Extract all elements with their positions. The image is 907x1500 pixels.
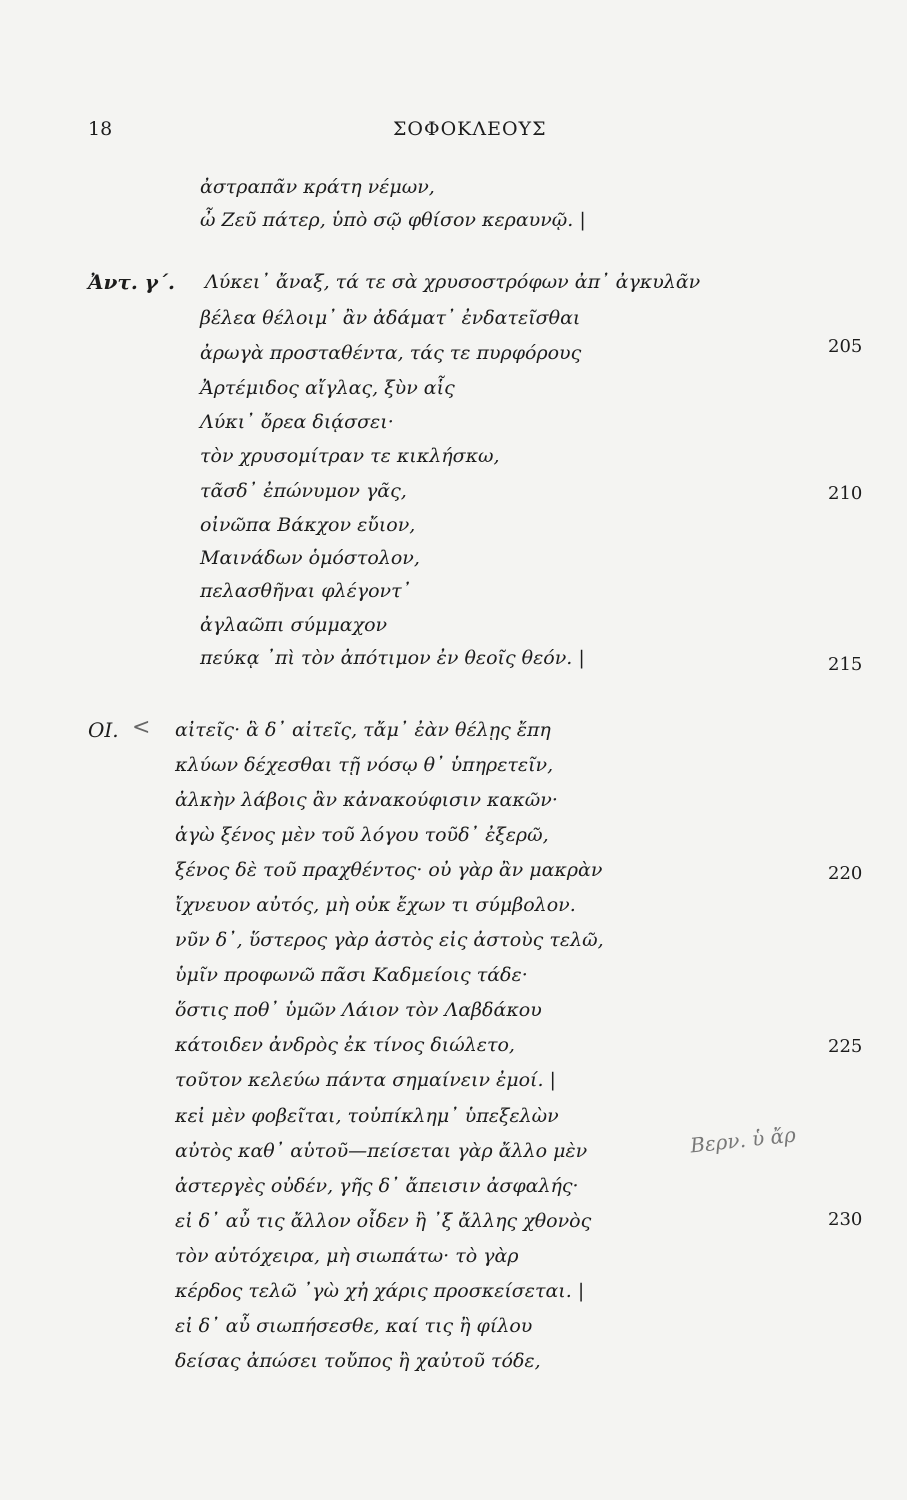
verse-line: ξένος δὲ τοῦ πραχθέντος· οὐ γὰρ ἂν μακρὰν: [175, 859, 603, 881]
verse-line: ἀστραπᾶν κράτη νέμων,: [200, 176, 435, 198]
verse-line: Λύκι᾽ ὄρεα διᾴσσει·: [200, 411, 394, 433]
verse-line: αἰτεῖς· ἃ δ᾽ αἰτεῖς, τἄμ᾽ ἐὰν θέλῃς ἔπη: [175, 719, 551, 741]
verse-line: Λύκει᾽ ἄναξ, τά τε σὰ χρυσοστρόφων ἀπ᾽ ἀγκυλᾶν: [205, 271, 701, 293]
antistrophe-label: Ἀντ. γ΄.: [88, 270, 175, 294]
speaker-label: ΟΙ.: [88, 718, 119, 742]
verse-line: πελασθῆναι φλέγοντ᾽: [200, 580, 412, 602]
page-header: [0, 118, 907, 148]
verse-line: ἀρωγὰ προσταθέντα, τάς τε πυρφόρους: [200, 342, 582, 364]
verse-line: ὅστις ποθ᾽ ὑμῶν Λάιον τὸν Λαβδάκου: [175, 999, 542, 1021]
line-number: 220: [828, 863, 863, 884]
marginal-note: Βερν. ὑ ἄρ: [689, 1122, 797, 1158]
verse-line: ἴχνευον αὐτός, μὴ οὐκ ἔχων τι σύμβολον.: [175, 894, 576, 916]
verse-line: ὦ Ζεῦ πάτερ, ὑπὸ σῷ φθίσον κεραυνῷ. |: [200, 209, 586, 231]
line-number: 210: [828, 483, 863, 504]
verse-line: οἰνῶπα Βάκχον εὔιον,: [200, 514, 416, 536]
verse-line: τὸν χρυσομίτραν τε κικλήσκω,: [200, 445, 500, 467]
verse-line: κεἰ μὲν φοβεῖται, τοὐπίκλημ᾽ ὑπεξελὼν: [175, 1105, 559, 1127]
verse-line: εἰ δ᾽ αὖ σιωπήσεσθε, καί τις ἢ φίλου: [175, 1315, 533, 1337]
verse-line: δείσας ἀπώσει τοὔπος ἢ χαὐτοῦ τόδε,: [175, 1350, 541, 1372]
page-number: 18: [88, 118, 113, 140]
verse-line: τὸν αὐτόχειρα, μὴ σιωπάτω· τὸ γὰρ: [175, 1245, 519, 1267]
verse-line: ἀλκὴν λάβοις ἂν κἀνακούφισιν κακῶν·: [175, 789, 558, 811]
verse-line: αὐτὸς καθ᾽ αὑτοῦ—πείσεται γὰρ ἄλλο μὲν: [175, 1140, 588, 1162]
line-number: 225: [828, 1036, 863, 1057]
verse-line: τᾶσδ᾽ ἐπώνυμον γᾶς,: [200, 480, 407, 502]
verse-line: ἀγλαῶπι σύμμαχον: [200, 614, 388, 636]
verse-line: βέλεα θέλοιμ᾽ ἂν ἀδάματ᾽ ἐνδατεῖσθαι: [200, 307, 581, 329]
verse-line: Ἀρτέμιδος αἴγλας, ξὺν αἷς: [200, 377, 455, 399]
verse-line: κάτοιδεν ἀνδρὸς ἐκ τίνος διώλετο,: [175, 1034, 515, 1056]
line-number: 205: [828, 336, 863, 357]
line-number: 230: [828, 1209, 863, 1230]
verse-line: εἰ δ᾽ αὖ τις ἄλλον οἶδεν ἢ ᾽ξ ἄλλης χθονὸς: [175, 1210, 592, 1232]
line-number: 215: [828, 654, 863, 675]
verse-line: ἁγὼ ξένος μὲν τοῦ λόγου τοῦδ᾽ ἐξερῶ,: [175, 824, 549, 846]
verse-line: Μαινάδων ὁμόστολον,: [200, 547, 420, 569]
verse-line: ὑμῖν προφωνῶ πᾶσι Καδμείοις τάδε·: [175, 964, 528, 986]
verse-line: τοῦτον κελεύω πάντα σημαίνειν ἐμοί. |: [175, 1069, 556, 1091]
bracket-mark: <: [132, 715, 151, 740]
verse-line: πεύκᾳ ᾽πὶ τὸν ἀπότιμον ἐν θεοῖς θεόν. |: [200, 647, 585, 669]
verse-line: ἀστεργὲς οὐδέν, γῆς δ᾽ ἄπεισιν ἀσφαλής·: [175, 1175, 579, 1197]
verse-line: κλύων δέχεσθαι τῇ νόσῳ θ᾽ ὑπηρετεῖν,: [175, 754, 554, 776]
verse-line: νῦν δ᾽, ὕστερος γὰρ ἀστὸς εἰς ἀστοὺς τελῶ,: [175, 929, 604, 951]
verse-line: κέρδος τελῶ ᾽γὼ χἠ χάρις προσκείσεται. |: [175, 1280, 585, 1302]
running-head: ΣΟΦΟΚΛΕΟΥΣ: [393, 118, 547, 140]
